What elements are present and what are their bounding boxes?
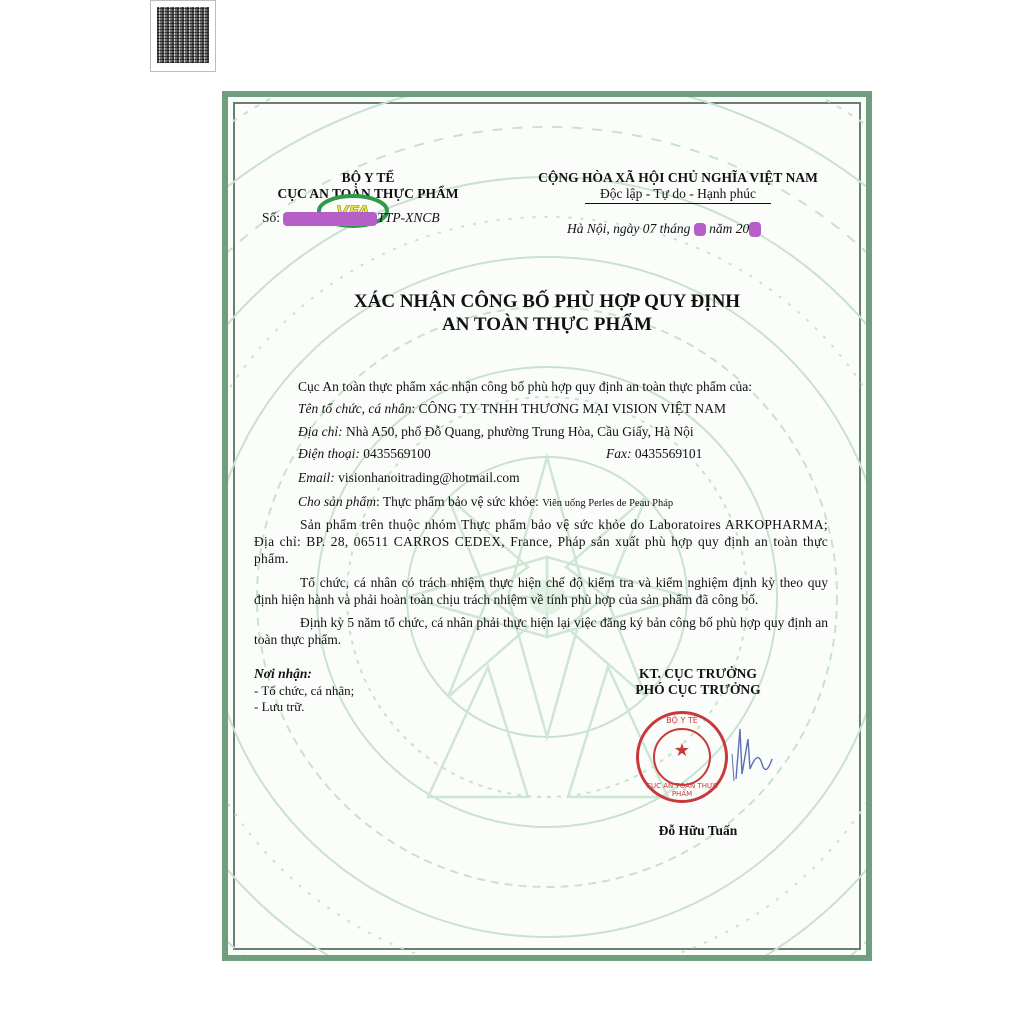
- document-title-line2: AN TOÀN THỰC PHẨM: [442, 314, 652, 335]
- document-number: [262, 210, 440, 226]
- issue-date: [567, 221, 761, 237]
- redacted-year: [749, 222, 761, 237]
- recipient-item: - Tổ chức, cá nhân;: [254, 683, 355, 698]
- intro-text: Cục An toàn thực phẩm xác nhận công bố phù hợp quy định an toàn thực phẩm của:: [298, 379, 753, 394]
- product-field: [298, 491, 673, 514]
- qr-code-icon: [157, 7, 209, 63]
- redacted-month: [694, 223, 706, 236]
- stamp-emblem: [653, 728, 711, 786]
- agency-name: CỤC AN TOÀN THỰC PHẨM: [277, 186, 459, 201]
- number-suffix: TTP-XNCB: [377, 210, 440, 225]
- product-value: : Thực phẩm bảo vệ sức khỏe:: [376, 494, 543, 509]
- email-field: [298, 467, 520, 488]
- date-year-prefix: năm 20: [709, 221, 750, 236]
- fax-field: [606, 443, 702, 464]
- fax-label: Fax:: [606, 446, 632, 461]
- signatory-name: Đỗ Hữu Tuấn: [658, 823, 738, 838]
- number-label: Số:: [262, 210, 281, 225]
- fax-value: 0435569101: [631, 446, 703, 461]
- address-label: Địa chỉ:: [298, 424, 343, 439]
- email-label: Email:: [298, 470, 335, 485]
- phone-label: Điện thoại:: [298, 446, 360, 461]
- address-value: Nhà A50, phố Đỗ Quang, phường Trung Hòa, Cầu Giấy, Hà Nội: [342, 424, 694, 439]
- phone-value: 0435569100: [359, 446, 431, 461]
- org-value: : CÔNG TY TNHH THƯƠNG MẠI VISION VIỆT NAM: [411, 401, 726, 416]
- stamp-bottom-text: CỤC AN TOÀN THỰC PHẨM: [646, 782, 718, 798]
- paragraph-renewal: Định kỳ 5 năm tổ chức, cá nhân phải thực hiện lại việc đăng ký bản công bố phù hợp quy định an toàn thực phẩm.: [254, 615, 828, 647]
- qr-code: [150, 0, 216, 72]
- signatory-title-line2: PHÓ CỤC TRƯỞNG: [635, 682, 761, 697]
- certificate-page: [222, 91, 872, 961]
- ministry-name: BỘ Y TẾ: [341, 170, 395, 185]
- paragraph-manufacturer: Sản phẩm trên thuộc nhóm Thực phẩm bảo vệ sức khỏe do Laboratoires ARKOPHARMA; Địa chỉ: BP. 28, 06511 CARROS CEDEX, France, Pháp sản xuất phù hợp quy định an toàn thực phẩm.: [254, 517, 828, 566]
- phone-field: [298, 443, 431, 464]
- stamp-top-text: BỘ Y TẾ: [666, 716, 698, 725]
- official-stamp: [636, 711, 728, 803]
- date-prefix: Hà Nội, ngày 07 tháng: [567, 221, 691, 236]
- org-field: [298, 398, 726, 419]
- org-label: Tên tổ chức, cá nhân: [298, 401, 412, 416]
- address-field: [298, 421, 694, 442]
- email-value: visionhanoitrading@hotmail.com: [334, 470, 520, 485]
- handwritten-signature: [728, 719, 776, 789]
- recipients-label: Nơi nhận:: [254, 666, 312, 681]
- nation-name: CỘNG HÒA XÃ HỘI CHỦ NGHĨA VIỆT NAM: [538, 170, 818, 185]
- star-icon: ★: [673, 740, 691, 760]
- national-motto: Độc lập - Tự do - Hạnh phúc: [585, 186, 771, 204]
- redacted-number: [283, 212, 377, 226]
- product-label: Cho sản phẩm: [298, 494, 377, 509]
- recipient-item: - Lưu trữ.: [254, 699, 305, 714]
- document-title-line1: XÁC NHẬN CÔNG BỐ PHÙ HỢP QUY ĐỊNH: [353, 291, 741, 312]
- product-name: Viên uống Perles de Peau Pháp: [542, 498, 674, 509]
- signatory-title-line1: KT. CỤC TRƯỞNG: [639, 666, 757, 681]
- paragraph-responsibility: Tổ chức, cá nhân có trách nhiệm thực hiện chế độ kiểm tra và kiểm nghiệm định kỳ theo quy định hiện hành và phải hoàn toàn chịu trách nhiệm về tính phù hợp của sản phẩm đã công bố.: [254, 575, 828, 607]
